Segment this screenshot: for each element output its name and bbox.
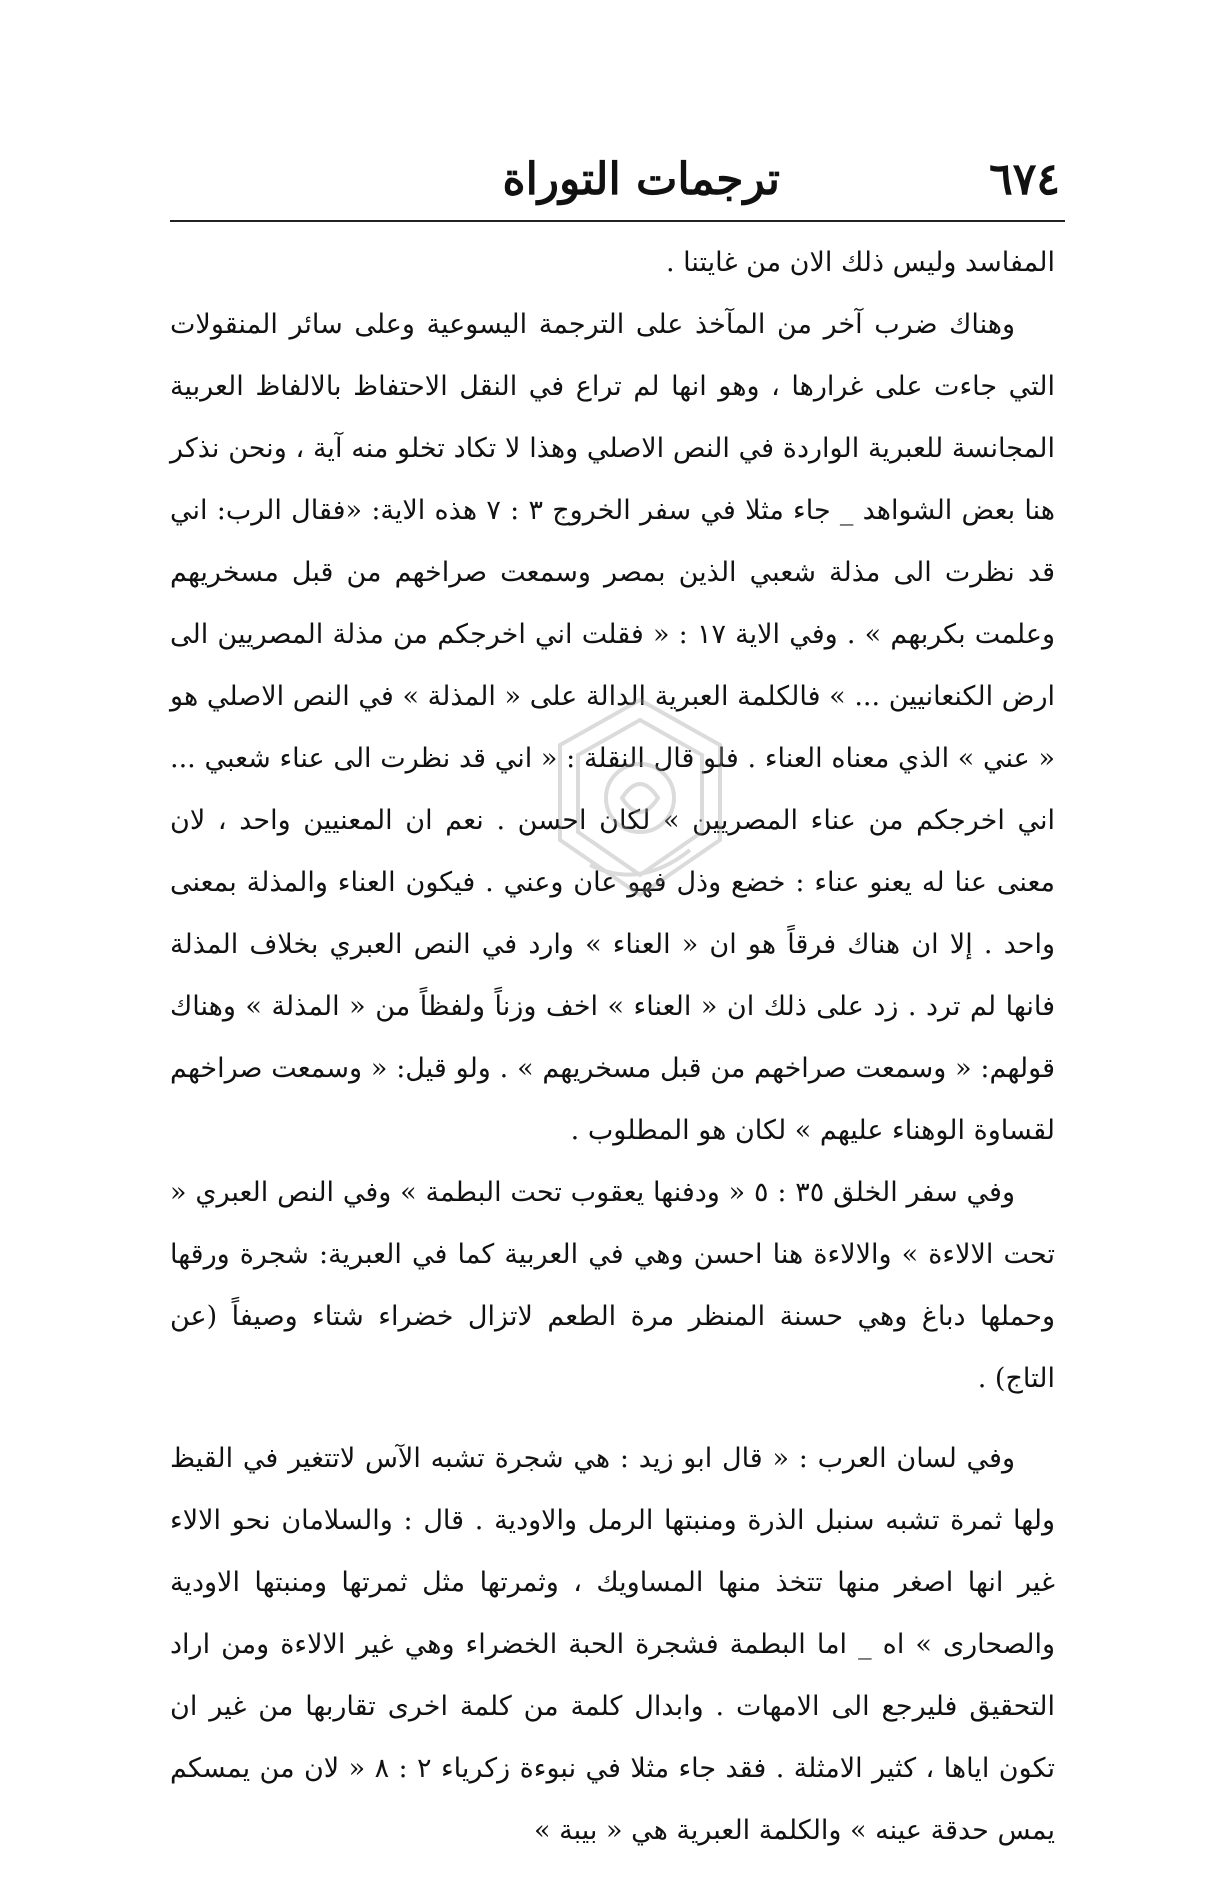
paragraph: وفي سفر الخلق ٣٥ : ٥ « ودفنها يعقوب تحت البطمة » وفي النص العبري « تحت الالاءة » والالاءة هنا احسن وهي في العربية كما في العبرية: شجرة ورقها وحملها دباغ وهي حسنة المنظر مرة الطعم لاتزال خضراء شتاء وصيفاً (عن التاج) .: [170, 1177, 1055, 1394]
page-number: ٦٧٤: [989, 154, 1060, 205]
paragraph: المفاسد وليس ذلك الان من غايتنا .: [665, 247, 1055, 278]
body-text: [170, 232, 1055, 1862]
paragraph: وفي لسان العرب : « قال ابو زيد : هي شجرة تشبه الآس لاتتغير في القيظ ولها ثمرة تشبه سنبل الذرة ومنبتها الرمل والاودية . قال : والسلامان نحو الالاء غير انها اصغر منها تتخذ منها المساويك ، وثمرتها مثل ثمرتها ومنبتها الاودية والصحارى » اه _ اما البطمة فشجرة الحبة الخضراء وهي غير الالاءة ومن اراد التحقيق فليرجع الى الامهات . وابدال كلمة من كلمة اخرى تقاربها من غير ان تكون اياها ، كثير الامثلة . فقد جاء مثلا في نبوءة زكرياء ٢ : ٨ « لان من يمسكم يمس حدقة عينه » والكلمة العبرية هي « بيبة »: [170, 1443, 1055, 1846]
page-header: [170, 150, 1060, 220]
paragraph: وهناك ضرب آخر من المآخذ على الترجمة اليسوعية وعلى سائر المنقولات التي جاءت على غرارها ، وهو انها لم تراع في النقل الاحتفاظ بالالفاظ العربية المجانسة للعبرية الواردة في النص الاصلي وهذا لا تكاد تخلو منه آية ، ونحن نذكر هنا بعض الشواهد _ جاء مثلا في سفر الخروج ٣ : ٧ هذه الاية: «فقال الرب: اني قد نظرت الى مذلة شعبي الذين بمصر وسمعت صراخهم من قبل مسخريهم وعلمت بكربهم » . وفي الاية ١٧ : « فقلت اني اخرجكم من مذلة المصريين الى ارض الكنعانيين ... » فالكلمة العبرية الدالة على « المذلة » في النص الاصلي هو « عني » الذي معناه العناء . فلو قال النقلة : « اني قد نظرت الى عناء شعبي ... اني اخرجكم من عناء المصريين » لكان احسن . نعم ان المعنيين واحد ، لان معنى عنا له يعنو عناء : خضع وذل فهو عان وعني . فيكون العناء والمذلة بمعنى واحد . إلا ان هناك فرقاً هو ان « العناء » وارد في النص العبري بخلاف المذلة فانها لم ترد . زد على ذلك ان « العناء » اخف وزناً ولفظاً من « المذلة » وهناك قولهم: « وسمعت صراخهم من قبل مسخريهم » . ولو قيل: « وسمعت صراخهم لقساوة الوهناء عليهم » لكان هو المطلوب .: [170, 309, 1056, 1146]
library-seal-icon: [530, 690, 750, 910]
running-title: ترجمات التوراة: [502, 154, 780, 205]
header-rule: [170, 220, 1065, 222]
